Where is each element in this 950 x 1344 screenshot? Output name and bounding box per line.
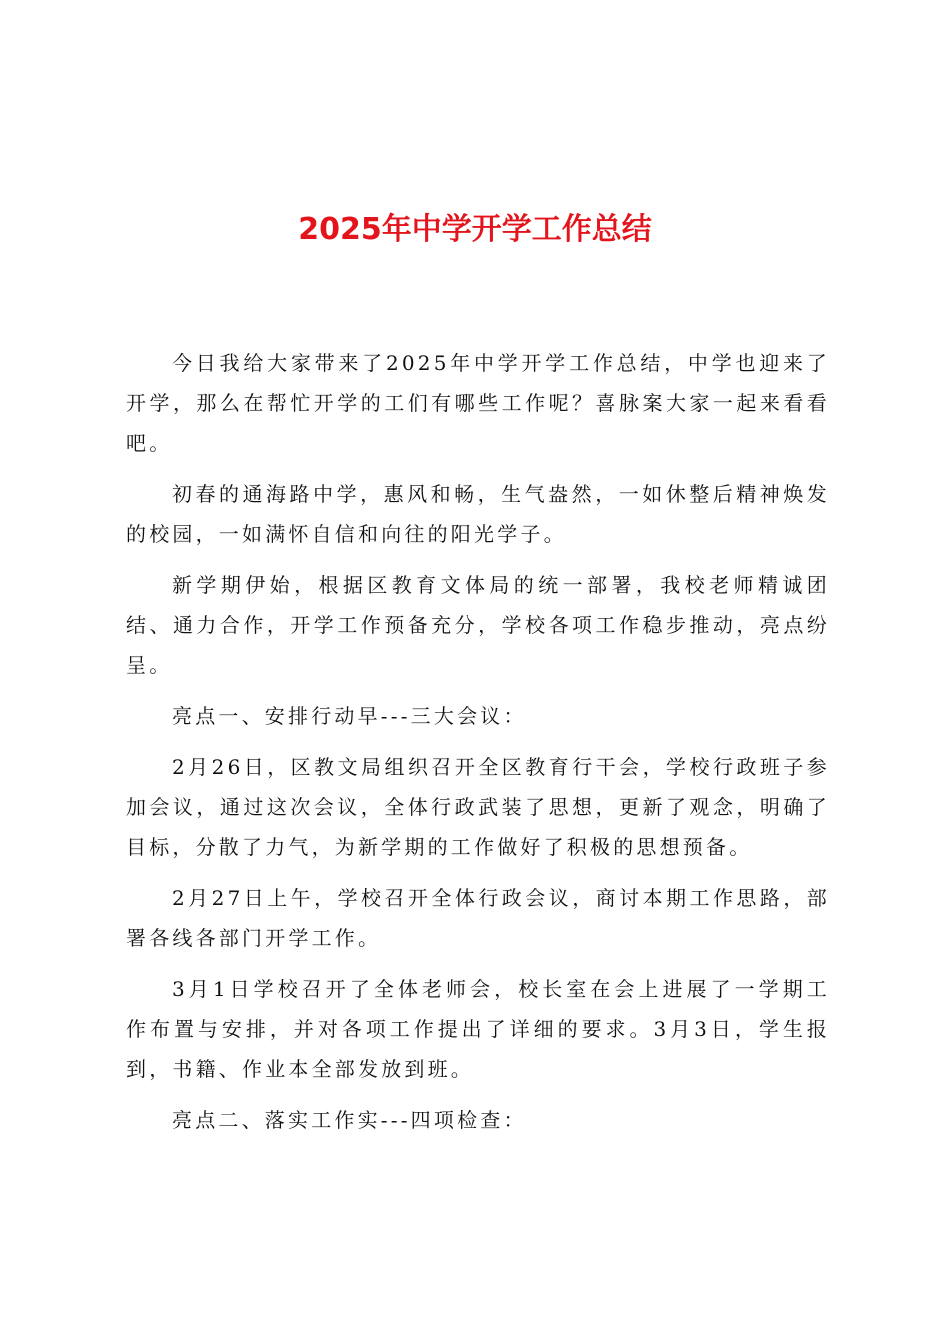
paragraph-feb-26: 2月26日，区教文局组织召开全区教育行干会，学校行政班子参加会议，通过这次会议，全体行政武装了思想，更新了观念，明确了目标，分散了力气，为新学期的工作做好了积极的思想预备。 <box>126 755 830 859</box>
paragraph-highlight-one: 亮点一、安排行动早---三大会议： <box>172 704 527 728</box>
document-title: 2025年中学开学工作总结 <box>298 212 652 247</box>
paragraph-feb-27: 2月27日上午，学校召开全体行政会议，商讨本期工作思路，部署各线各部门开学工作。 <box>126 886 830 950</box>
paragraph-campus: 初春的通海路中学，惠风和畅，生气盎然，一如休整后精神焕发的校园，一如满怀自信和向往的阳光学子。 <box>126 482 830 546</box>
paragraph-highlight-two: 亮点二、落实工作实---四项检查： <box>172 1108 527 1132</box>
document-body <box>126 343 830 1151</box>
paragraph-intro: 今日我给大家带来了2025年中学开学工作总结，中学也迎来了开学，那么在帮忙开学的工们有哪些工作呢？喜脉案大家一起来看看吧。 <box>126 351 830 455</box>
paragraph-new-term: 新学期伊始，根据区教育文体局的统一部署，我校老师精诚团结、通力合作，开学工作预备充分，学校各项工作稳步推动，亮点纷呈。 <box>126 573 830 677</box>
paragraph-mar-1: 3月1日学校召开了全体老师会，校长室在会上进展了一学期工作布置与安排，并对各项工作提出了详细的要求。3月3日，学生报到，书籍、作业本全部发放到班。 <box>126 977 830 1081</box>
